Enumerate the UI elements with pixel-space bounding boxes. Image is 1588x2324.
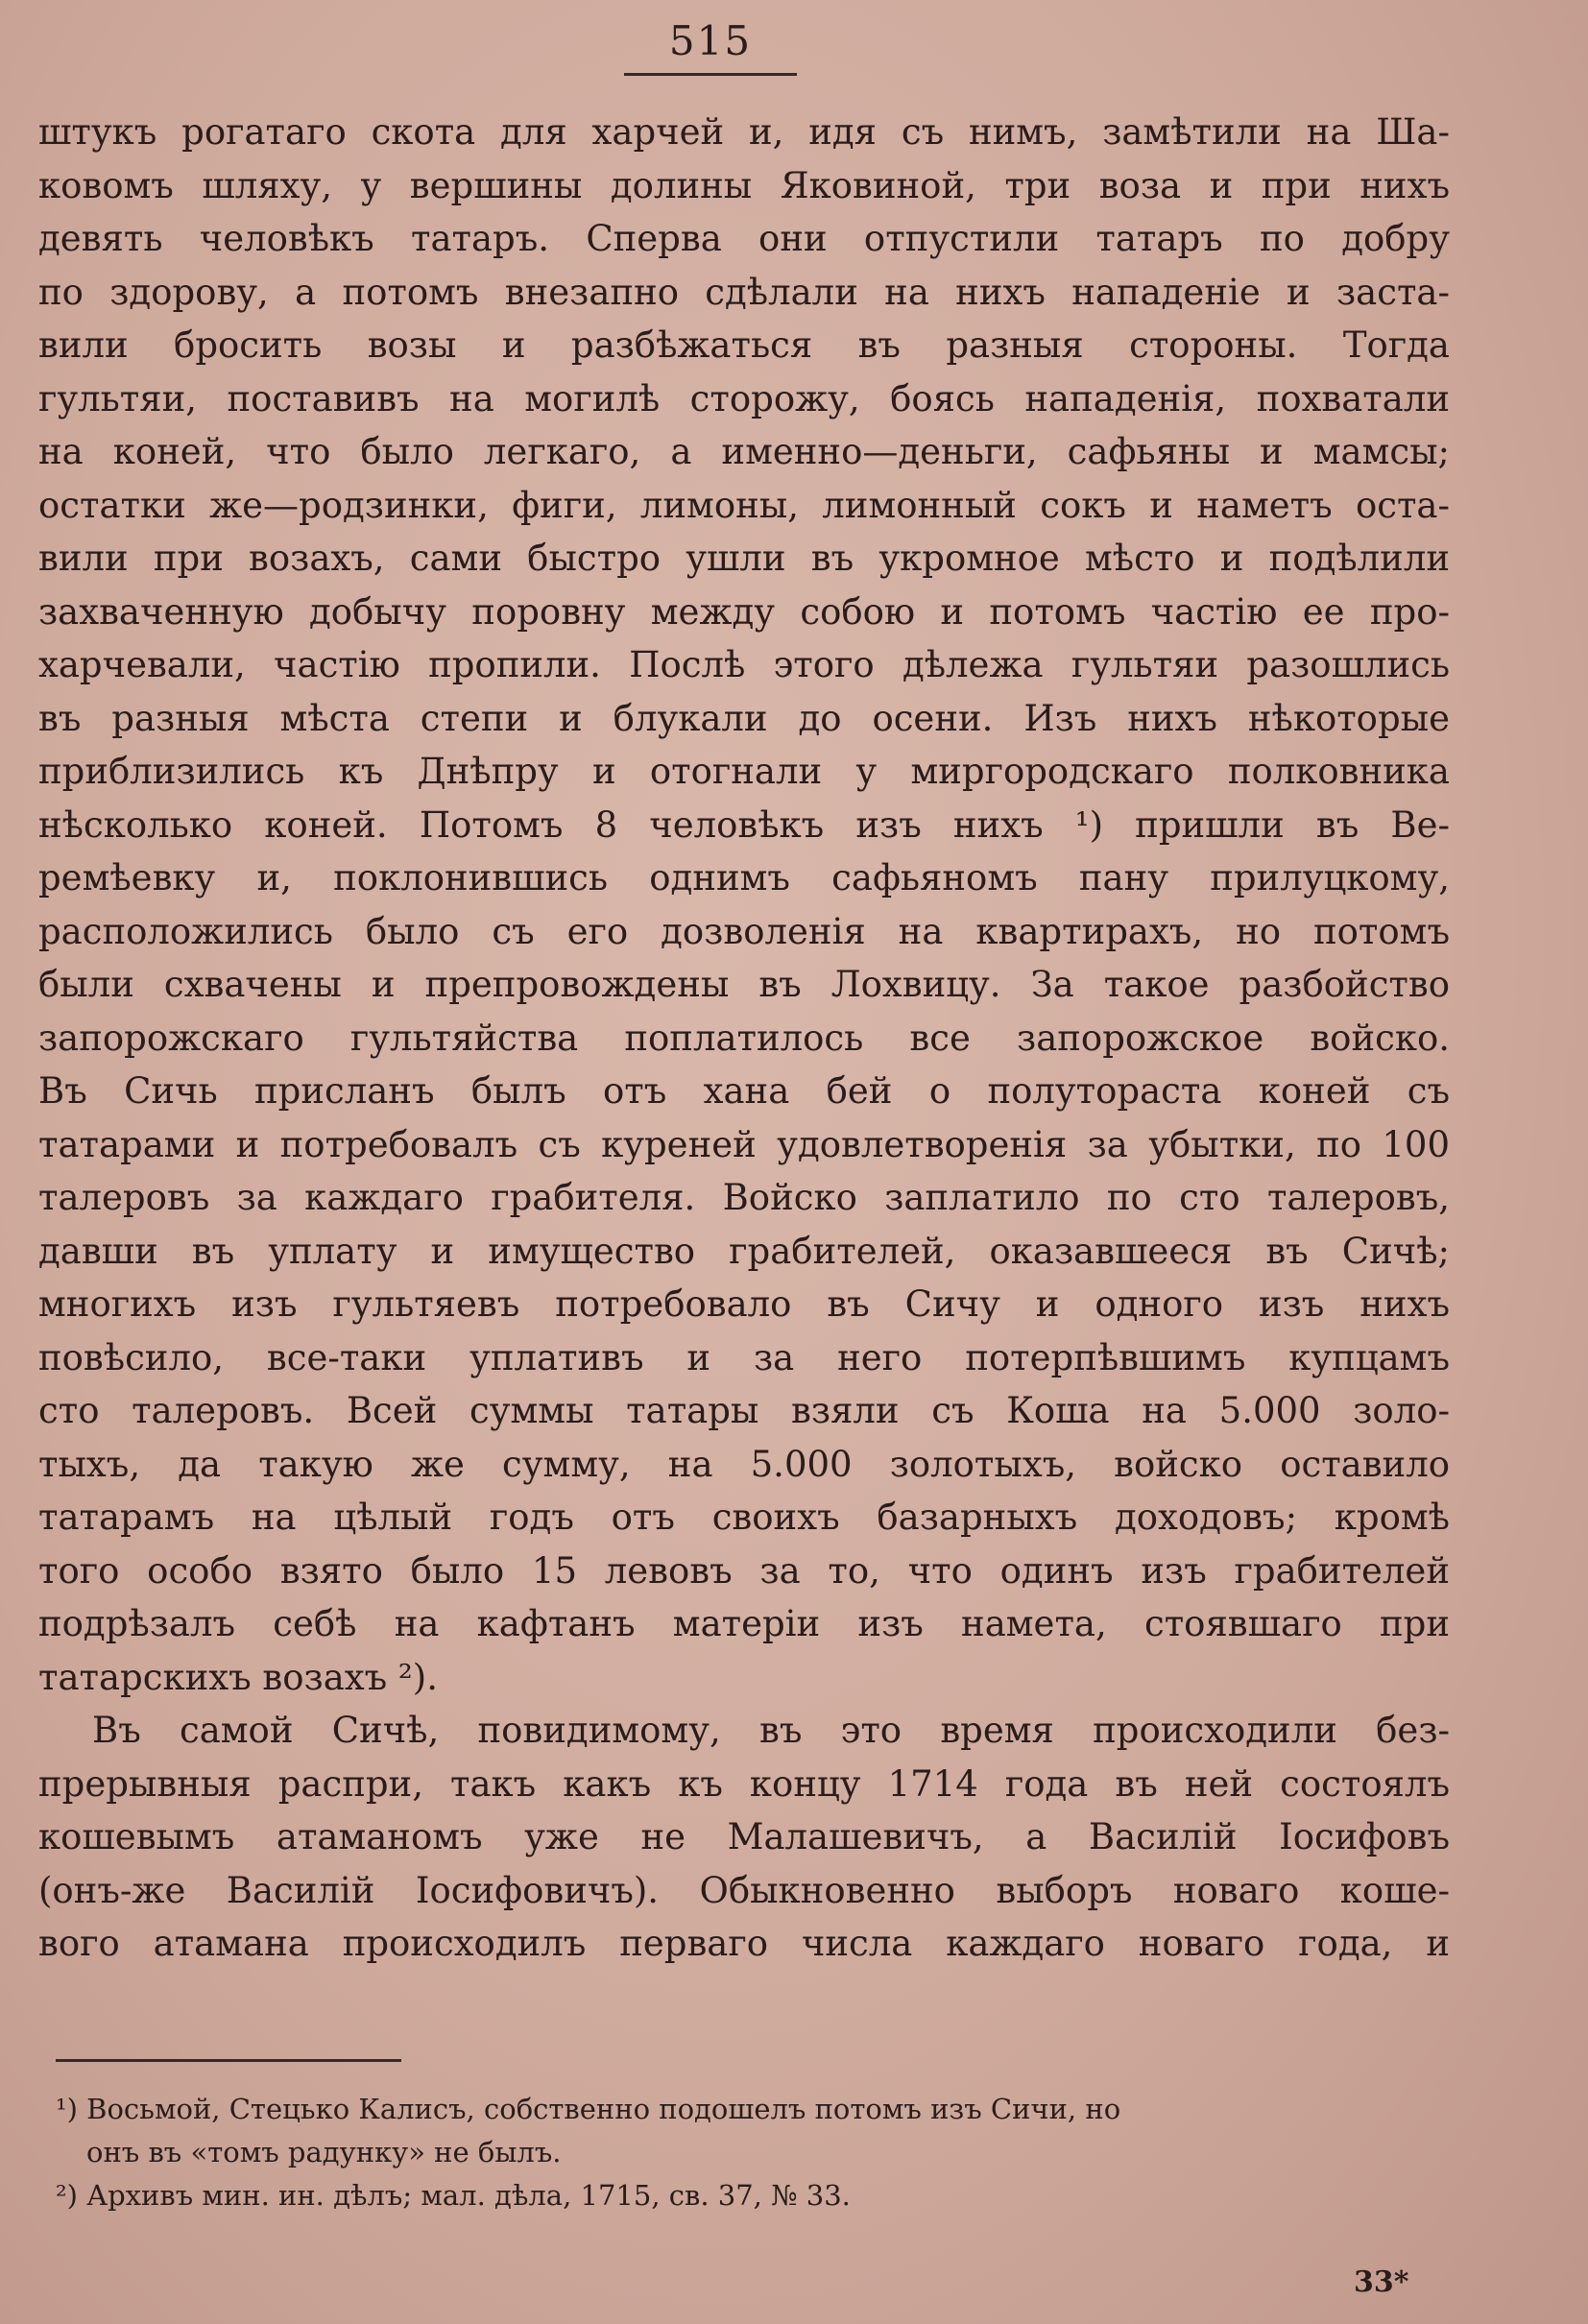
text-line: девять человѣкъ татаръ. Сперва они отпустили татаръ по добру	[38, 218, 1450, 259]
page-number-rule	[624, 73, 797, 76]
text-line: давши въ уплату и имущество грабителей, оказавшееся въ Сичѣ;	[38, 1230, 1450, 1272]
text-line: прерывныя распри, такъ какъ къ концу 1714 года въ ней состоялъ	[38, 1762, 1450, 1805]
main-text	[38, 106, 1450, 1971]
text-line: гультяи, поставивъ на могилѣ сторожу, боясь нападенія, похватали	[38, 377, 1450, 419]
text-line: штукъ рогатаго скота для харчей и, идя съ нимъ, замѣтили на Ша-	[38, 111, 1450, 153]
text-line: повѣсило, все-таки уплативъ и за него потерпѣвшимъ купцамъ	[38, 1336, 1450, 1378]
text-line: захваченную добычу поровну между собою и потомъ частію ее про-	[38, 590, 1450, 633]
text-line: въ разныя мѣста степи и блукали до осени. Изъ нихъ нѣкоторые	[38, 697, 1450, 739]
page-number: 515	[668, 17, 753, 64]
text-line: подрѣзалъ себѣ на кафтанъ матеріи изъ намета, стоявшаго при	[38, 1603, 1450, 1644]
footnote-2: ²) Архивъ мин. ин. дѣлъ; мал. дѣла, 1715, св. 37, № 33.	[56, 2179, 851, 2212]
text-line: нѣсколько коней. Потомъ 8 человѣкъ изъ нихъ ¹) пришли въ Ве-	[38, 803, 1450, 846]
text-line: талеровъ за каждаго грабителя. Войско заплатило по сто талеровъ,	[38, 1177, 1450, 1218]
text-line: сто талеровъ. Всей суммы татары взяли съ Коша на 5.000 золо-	[38, 1390, 1450, 1431]
text-line: харчевали, частію пропили. Послѣ этого дѣлежа гультяи разошлись	[38, 644, 1450, 685]
text-line: кошевымъ атаманомъ уже не Малашевичъ, а Василій Іосифовъ	[38, 1816, 1450, 1857]
text-line: Въ Сичь присланъ былъ отъ хана бей о полутораста коней съ	[38, 1070, 1450, 1112]
text-line: приблизились къ Днѣпру и отогнали у миргородскаго полковника	[38, 751, 1450, 792]
text-line: тыхъ, да такую же сумму, на 5.000 золотыхъ, войско оставило	[38, 1443, 1450, 1485]
text-line: татарскихъ возахъ ²).	[38, 1656, 438, 1698]
footnote-rule	[56, 2059, 401, 2062]
text-line: на коней, что было легкаго, а именно—деньги, сафьяны и мамсы;	[38, 431, 1450, 472]
text-line: ремѣевку и, поклонившись однимъ сафьяномъ пану прилуцкому,	[38, 857, 1450, 898]
text-line: ковомъ шляху, у вершины долины Яковиной, три воза и при нихъ	[38, 164, 1450, 206]
text-line: запорожскаго гультяйства поплатилось все запорожское войско.	[38, 1017, 1450, 1059]
footnotes	[56, 2088, 1438, 2217]
text-line: вого атамана происходилъ перваго числа каждаго новаго года, и	[38, 1923, 1450, 1964]
text-line: того особо взято было 15 левовъ за то, что одинъ изъ грабителей	[38, 1549, 1450, 1592]
footnote-1: ¹) Восьмой, Стецько Калисъ, собственно подошелъ потомъ изъ Сичи, но	[56, 2093, 1121, 2125]
text-line: Въ самой Сичѣ, повидимому, въ это время происходили без-	[92, 1710, 1450, 1751]
text-line: татарамъ на цѣлый годъ отъ своихъ базарныхъ доходовъ; кромѣ	[38, 1497, 1450, 1538]
text-line: вили бросить возы и разбѣжаться въ разныя стороны. Тогда	[38, 324, 1450, 366]
text-line: многихъ изъ гультяевъ потребовало въ Сичу и одного изъ нихъ	[38, 1283, 1450, 1325]
text-line: были схвачены и препровождены въ Лохвицу. За такое разбойство	[38, 964, 1450, 1005]
footnote-1-continued: онъ въ «томъ радунку» не былъ.	[86, 2136, 562, 2168]
text-line: по здорову, а потомъ внезапно сдѣлали на нихъ нападеніе и заста-	[38, 271, 1450, 313]
text-line: расположились было съ его дозволенія на квартирахъ, но потомъ	[38, 910, 1450, 952]
text-line: татарами и потребовалъ съ куреней удовлетворенія за убытки, по 100	[38, 1123, 1450, 1165]
text-line: остатки же—родзинки, фиги, лимоны, лимонный сокъ и наметъ оста-	[38, 484, 1450, 526]
text-line: (онъ-же Василій Іосифовичъ). Обыкновенно выборъ новаго коше-	[38, 1869, 1450, 1911]
text-line: вили при возахъ, сами быстро ушли въ укромное мѣсто и подѣлили	[38, 538, 1450, 579]
printer-signature: 33*	[1354, 2265, 1409, 2299]
